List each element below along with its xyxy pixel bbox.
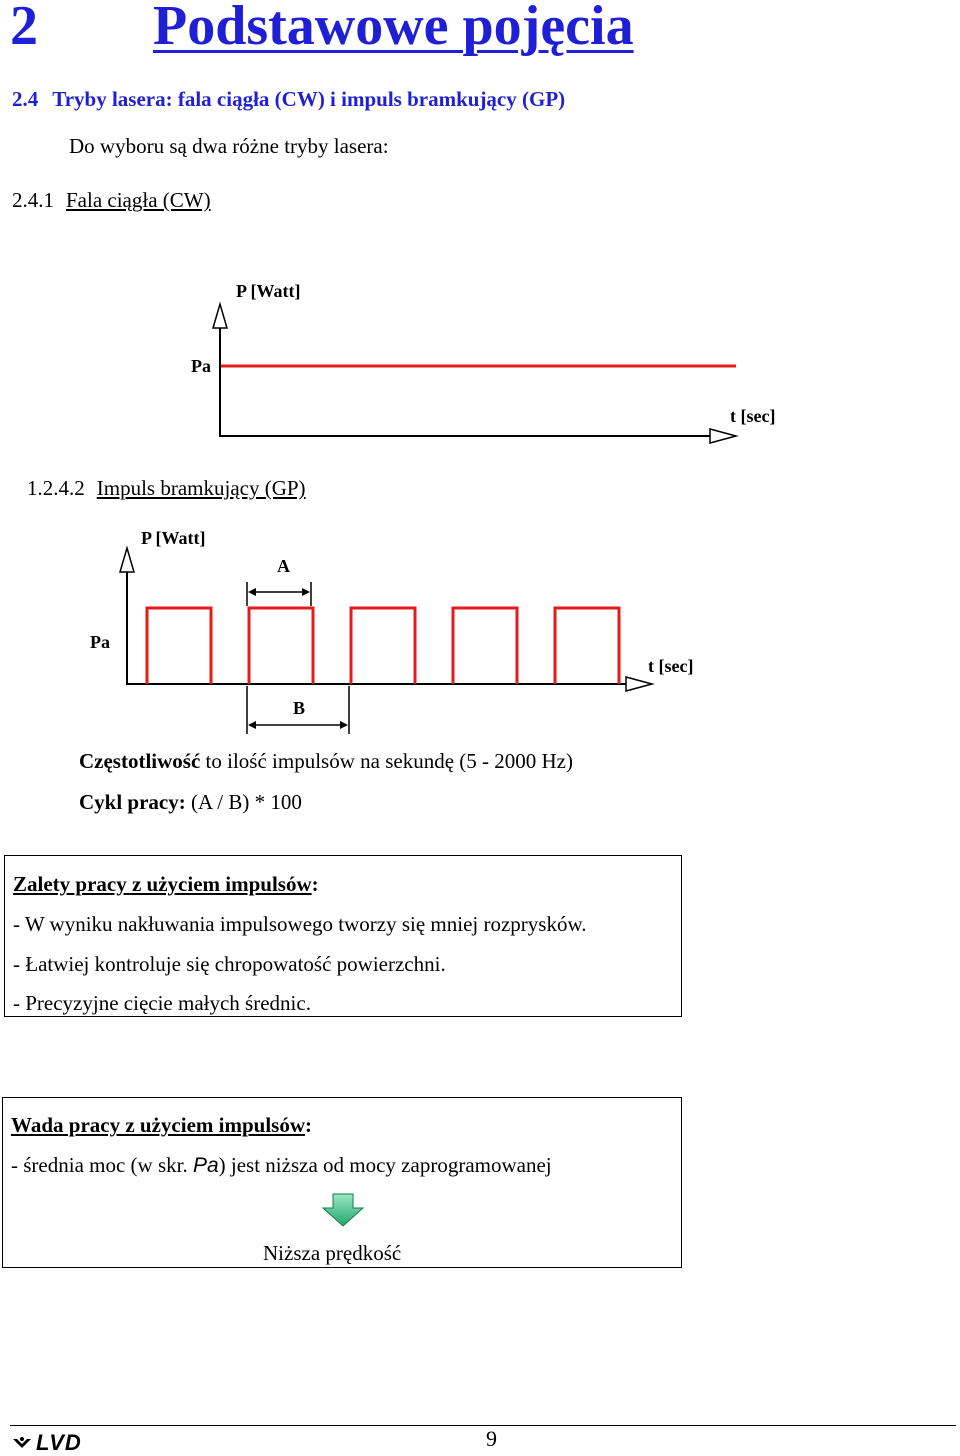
disadvantage-title: Wada pracy z użyciem impulsów (11, 1113, 305, 1137)
subsection-gp-number: 1.2.4.2 (27, 476, 85, 500)
footer-divider (10, 1425, 956, 1426)
cw-diagram (180, 270, 800, 450)
gp-pulse (453, 608, 517, 684)
gp-y-axis-arrow (120, 548, 134, 572)
gp-a-arrow-right (302, 588, 310, 596)
disadvantage-box (2, 1097, 682, 1268)
page-number: 9 (486, 1426, 497, 1451)
gp-b-arrow-left (248, 721, 256, 729)
frequency-definition (79, 749, 573, 774)
gp-pulse (351, 608, 415, 684)
gp-pulse (249, 608, 313, 684)
cw-level-label: Pa (191, 356, 211, 376)
gp-b-arrow-right (340, 721, 348, 729)
lvd-logo (12, 1430, 82, 1455)
logo-mark-icon (12, 1436, 32, 1450)
disadvantage-colon: : (305, 1113, 312, 1137)
result-text: Niższa prędkość (263, 1241, 402, 1265)
gp-y-label: P [Watt] (141, 528, 206, 548)
duty-cycle-term: Cykl pracy: (79, 790, 186, 814)
gp-pulse-train (147, 608, 619, 684)
disadvantage-suffix: ) jest niższa od mocy zaprogramowanej (218, 1153, 552, 1177)
advantage-item-3: - Precyzyjne cięcie małych średnic. (13, 991, 311, 1015)
gp-level-label: Pa (90, 632, 110, 652)
cw-x-axis-arrow (710, 429, 736, 443)
gp-pulse (147, 608, 211, 684)
subsection-cw-number: 2.4.1 (12, 188, 54, 212)
advantages-title: Zalety pracy z użyciem impulsów (13, 872, 312, 896)
advantage-item-1: - W wyniku nakłuwania impulsowego tworzy się mniej rozprysków. (13, 912, 587, 936)
section-title: Tryby lasera: fala ciągła (CW) i impuls bramkujący (GP) (52, 87, 566, 111)
frequency-term: Częstotliwość (79, 749, 201, 773)
advantages-heading (13, 872, 319, 897)
duty-cycle-definition (79, 790, 302, 815)
section-heading (12, 87, 565, 112)
disadvantage-prefix: - średnia moc (w skr. (11, 1153, 193, 1177)
gp-pulse (555, 608, 619, 684)
disadvantage-item (11, 1153, 552, 1178)
cw-y-label: P [Watt] (236, 281, 301, 301)
disadvantage-pa: Pa (192, 1154, 219, 1177)
gp-diagram (80, 520, 720, 740)
subsection-gp-heading (27, 476, 306, 501)
gp-b-label: B (293, 698, 306, 718)
chapter-number: 2 (10, 0, 38, 57)
advantages-box (4, 855, 682, 1017)
frequency-text: to ilość impulsów na sekundę (5 - 2000 Hz) (200, 749, 573, 773)
disadvantage-heading (11, 1113, 312, 1138)
cw-y-axis-arrow (213, 304, 227, 328)
gp-a-arrow-left (248, 588, 256, 596)
advantage-item-2: - Łatwiej kontroluje się chropowatość powierzchni. (13, 952, 446, 976)
duty-cycle-text: (A / B) * 100 (185, 790, 302, 814)
cw-x-label: t [sec] (730, 406, 776, 426)
gp-x-label: t [sec] (648, 656, 694, 676)
logo-text: LVD (36, 1430, 82, 1455)
down-arrow-icon (319, 1192, 367, 1228)
subsection-gp-title: Impuls bramkujący (GP) (96, 476, 306, 500)
subsection-cw-title: Fala ciągła (CW) (66, 188, 211, 212)
gp-a-label: A (277, 556, 290, 576)
intro-text: Do wyboru są dwa różne tryby lasera: (69, 134, 389, 158)
subsection-cw-heading (12, 188, 211, 213)
section-number: 2.4 (12, 87, 39, 111)
chapter-title: Podstawowe pojęcia (153, 0, 634, 57)
gp-x-axis-arrow (626, 677, 652, 691)
advantages-colon: : (311, 872, 319, 896)
